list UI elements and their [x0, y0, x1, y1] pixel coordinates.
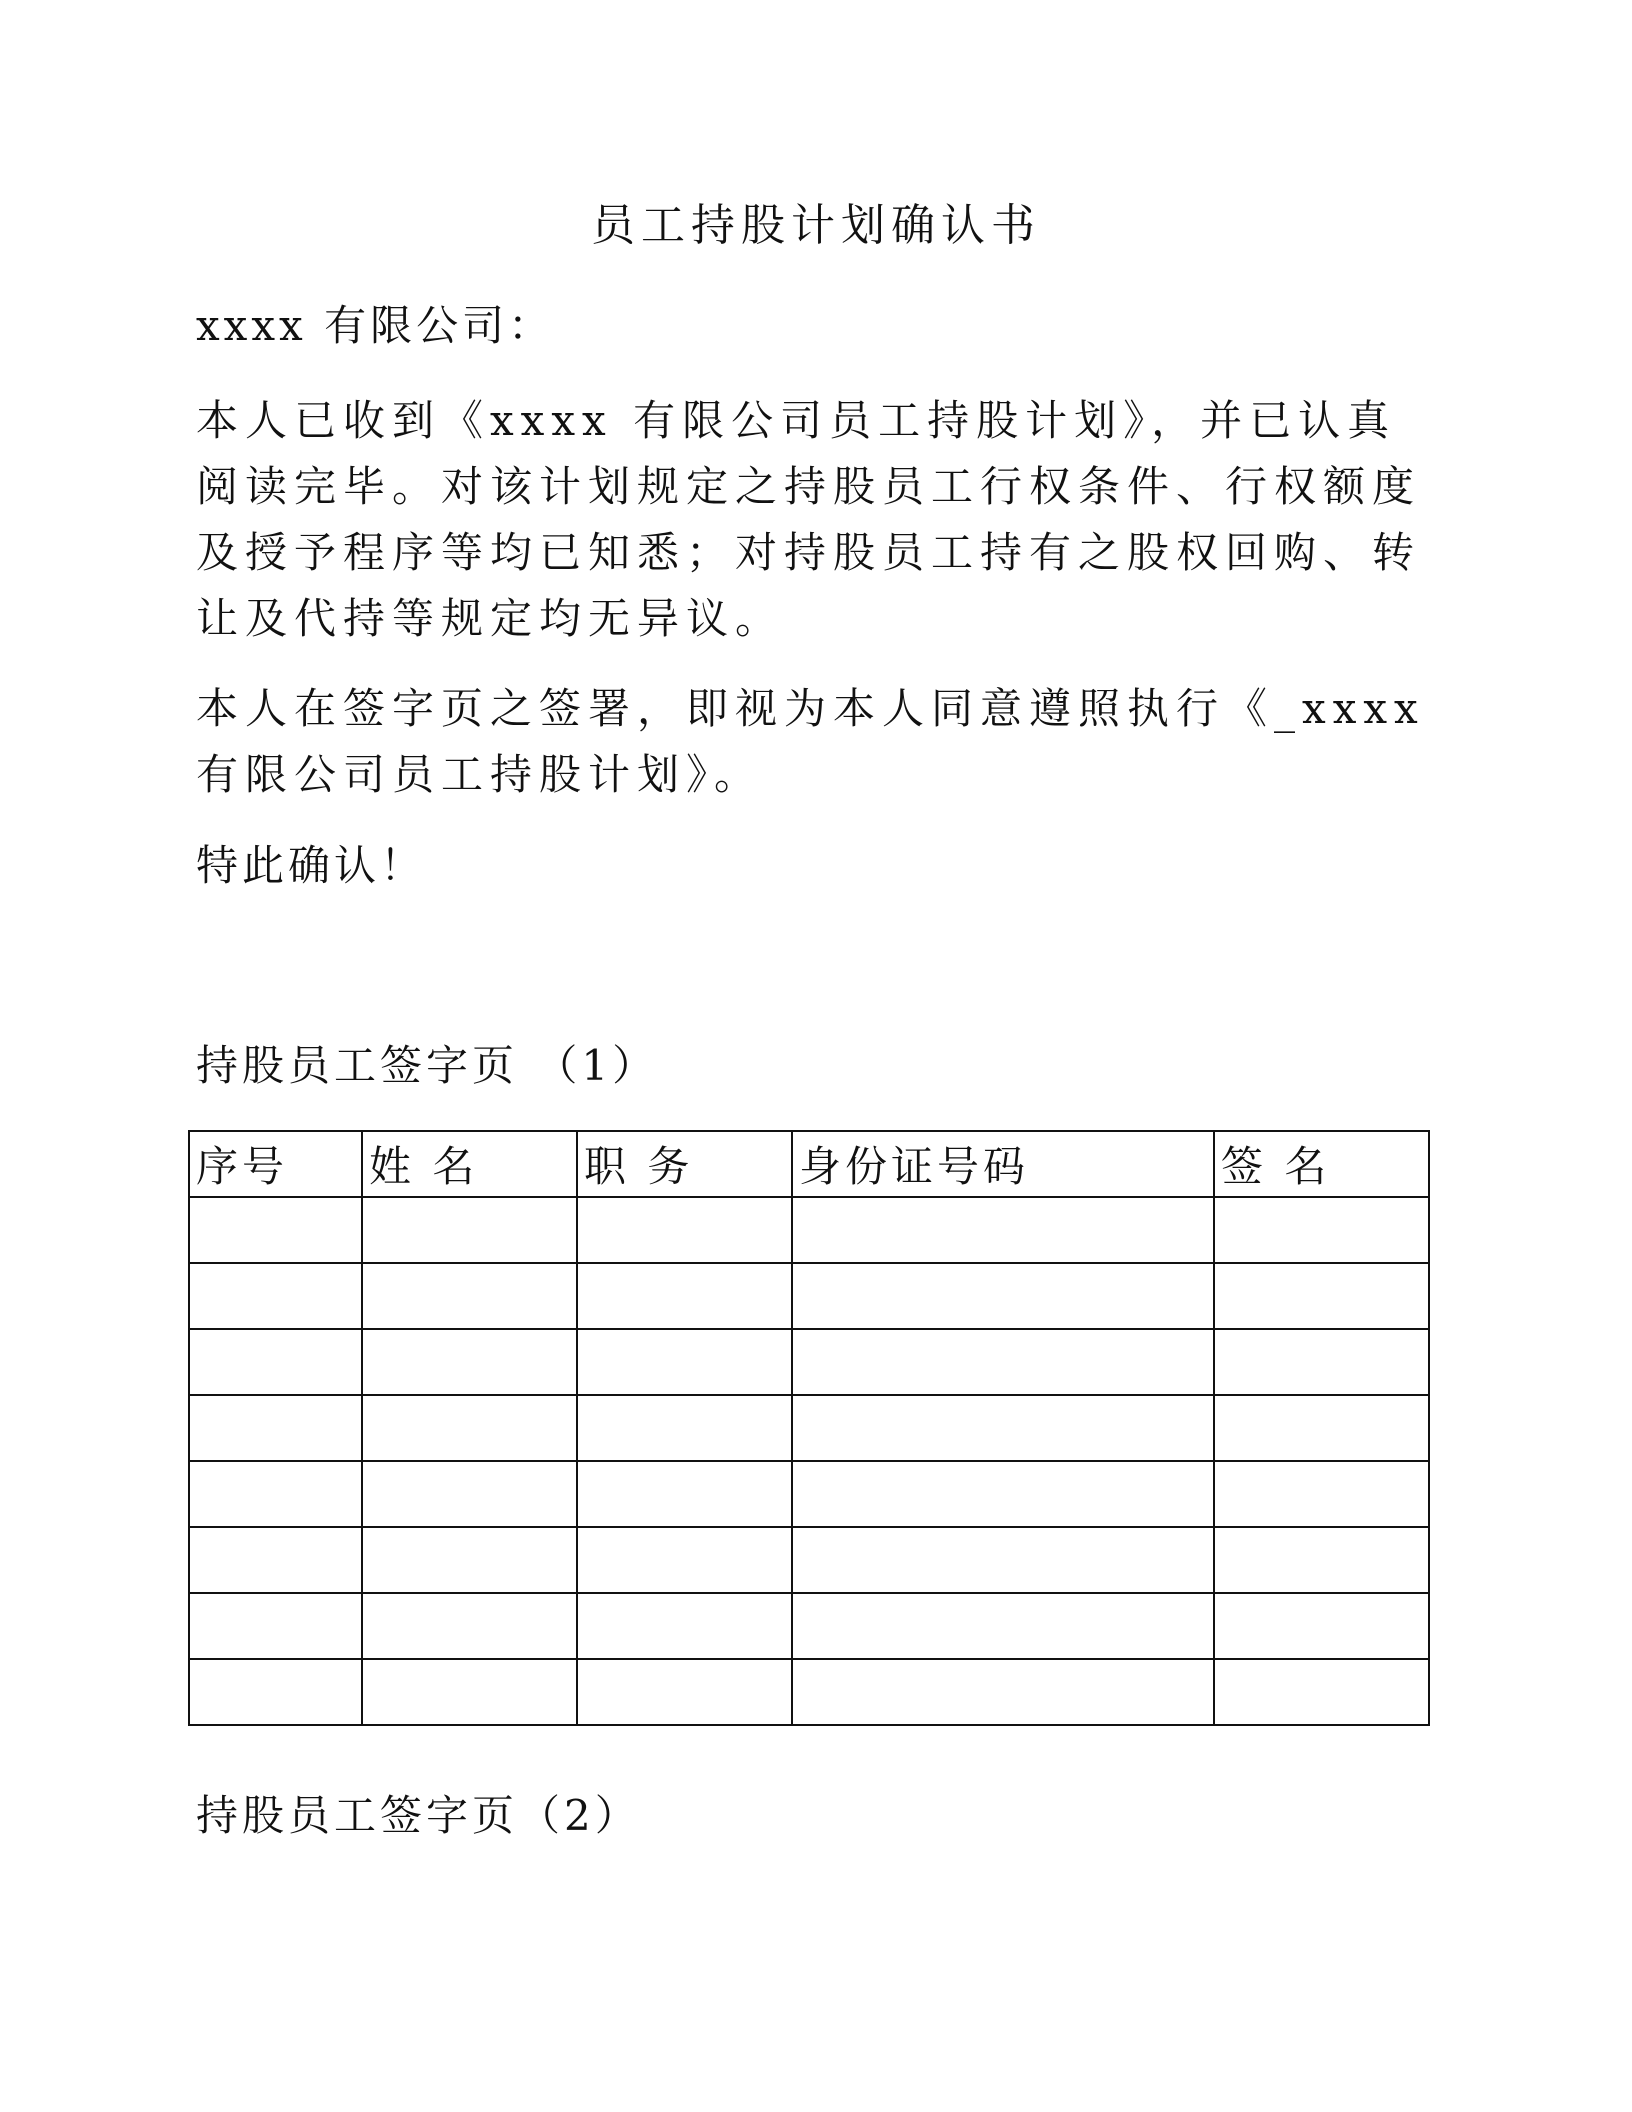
table-row: [189, 1263, 1429, 1329]
closing-statement: 特此确认！: [196, 841, 427, 890]
cell-serial-number: [189, 1461, 362, 1527]
cell-position: [577, 1527, 792, 1593]
cell-id-number: [792, 1197, 1214, 1263]
cell-id-number: [792, 1527, 1214, 1593]
signature-table-body: [189, 1197, 1429, 1725]
cell-name: [362, 1593, 577, 1659]
cell-serial-number: [189, 1593, 362, 1659]
cell-name: [362, 1263, 577, 1329]
table-row: [189, 1461, 1429, 1527]
cell-position: [577, 1593, 792, 1659]
cell-serial-number: [189, 1329, 362, 1395]
cell-position: [577, 1659, 792, 1725]
paragraph-consent: 本人在签字页之签署，即视为本人同意遵照执行《_xxxx 有限公司员工持股计划》。: [196, 684, 1425, 799]
cell-id-number: [792, 1329, 1214, 1395]
table-row: [189, 1593, 1429, 1659]
header-name: 姓 名: [362, 1131, 577, 1197]
cell-id-number: [792, 1659, 1214, 1725]
cell-signature: [1214, 1659, 1429, 1725]
header-position: 职 务: [577, 1131, 792, 1197]
cell-position: [577, 1197, 792, 1263]
cell-signature: [1214, 1527, 1429, 1593]
table-row: [189, 1659, 1429, 1725]
signature-table: [188, 1130, 1430, 1726]
cell-position: [577, 1395, 792, 1461]
cell-signature: [1214, 1197, 1429, 1263]
cell-serial-number: [189, 1395, 362, 1461]
cell-position: [577, 1461, 792, 1527]
cell-name: [362, 1395, 577, 1461]
cell-id-number: [792, 1461, 1214, 1527]
table-row: [189, 1197, 1429, 1263]
table-header-row: [189, 1131, 1429, 1197]
cell-name: [362, 1329, 577, 1395]
cell-signature: [1214, 1395, 1429, 1461]
table-row: [189, 1395, 1429, 1461]
signature-page-2-title: 持股员工签字页（2）: [196, 1791, 641, 1840]
cell-serial-number: [189, 1659, 362, 1725]
cell-signature: [1214, 1461, 1429, 1527]
cell-serial-number: [189, 1527, 362, 1593]
cell-id-number: [792, 1263, 1214, 1329]
cell-name: [362, 1197, 577, 1263]
cell-name: [362, 1461, 577, 1527]
cell-position: [577, 1263, 792, 1329]
cell-signature: [1214, 1263, 1429, 1329]
table-row: [189, 1329, 1429, 1395]
cell-serial-number: [189, 1263, 362, 1329]
cell-name: [362, 1527, 577, 1593]
signature-page-1-title: 持股员工签字页 （1）: [196, 1041, 659, 1090]
cell-id-number: [792, 1593, 1214, 1659]
document-title: 员工持股计划确认书: [591, 200, 1041, 251]
paragraph-acknowledgement: 本人已收到《xxxx 有限公司员工持股计划》，并已认真阅读完毕。对该计划规定之持股员工行权条件、行权额度及授予程序等均已知悉；对持股员工持有之股权回购、转让及代持等规定均无异议。: [196, 396, 1422, 643]
table-row: [189, 1527, 1429, 1593]
header-serial-number: 序号: [189, 1131, 362, 1197]
header-id-number: 身份证号码: [792, 1131, 1214, 1197]
cell-serial-number: [189, 1197, 362, 1263]
cell-signature: [1214, 1593, 1429, 1659]
cell-id-number: [792, 1395, 1214, 1461]
cell-signature: [1214, 1329, 1429, 1395]
header-signature: 签 名: [1214, 1131, 1429, 1197]
cell-name: [362, 1659, 577, 1725]
addressee: xxxx 有限公司：: [196, 301, 555, 350]
cell-position: [577, 1329, 792, 1395]
